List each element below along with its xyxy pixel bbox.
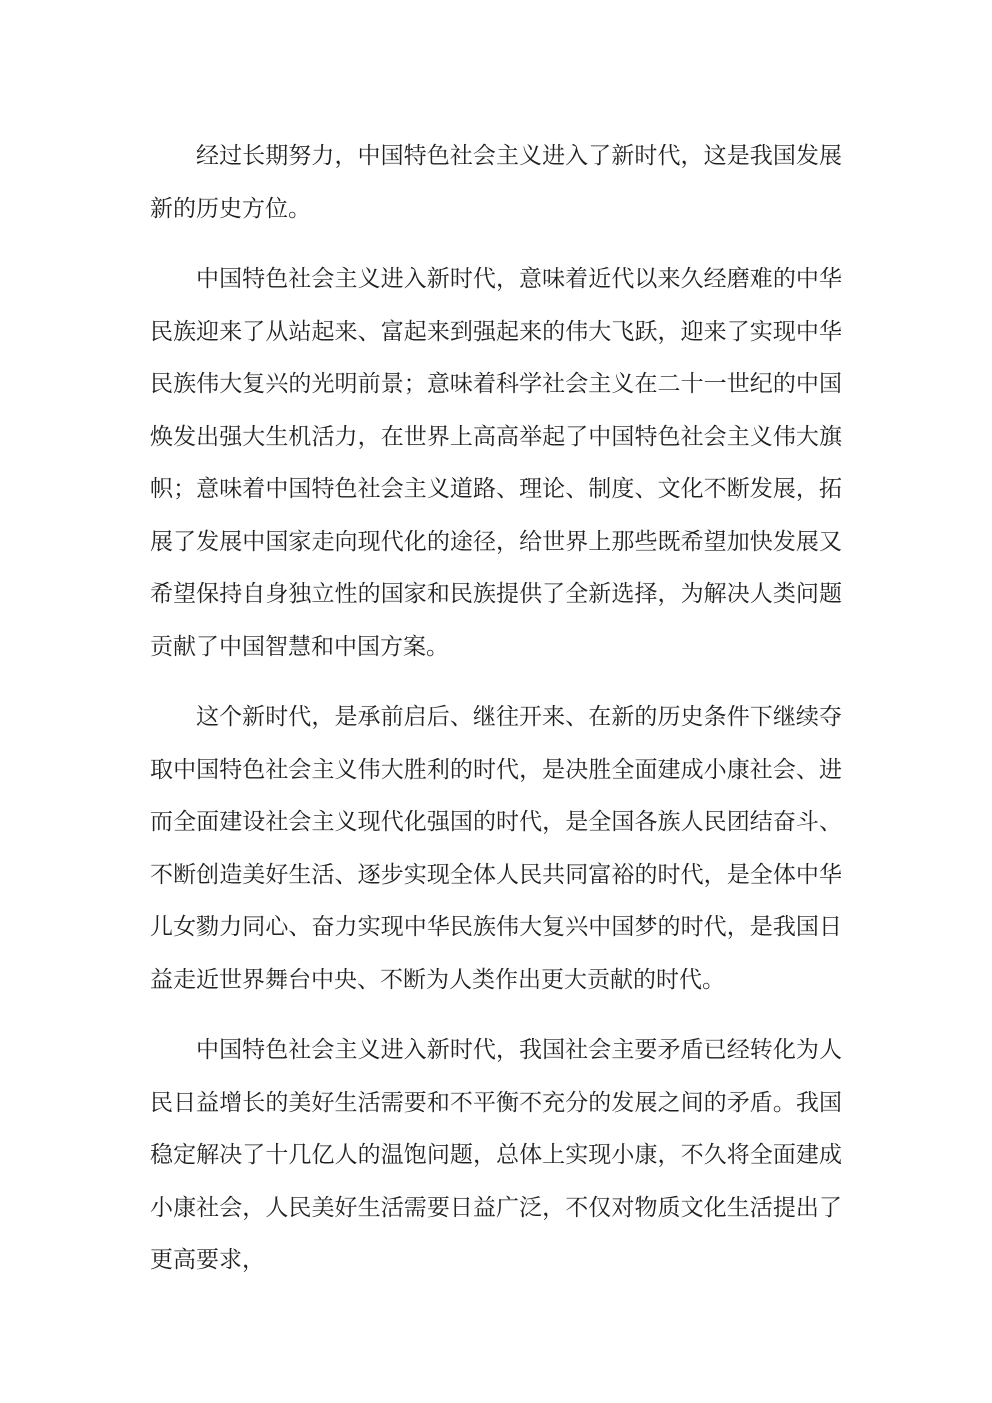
- paragraph-new-era-intro: 经过长期努力，中国特色社会主义进入了新时代，这是我国发展新的历史方位。: [150, 143, 842, 222]
- paragraph-new-era-meaning: 中国特色社会主义进入新时代，意味着近代以来久经磨难的中华民族迎来了从站起来、富起来到强起来的伟大飞跃，迎来了实现中华民族伟大复兴的光明前景；意味着科学社会主义在二十一世纪的中国焕发出强大生机活力，在世界上高高举起了中国特色社会主义伟大旗帜；意味着中国特色社会主义道路、理论、制度、文化不断发展，拓展了发展中国家走向现代化的途径，给世界上那些既希望加快发展又希望保持自身独立性的国家和民族提供了全新选择，为解决人类问题贡献了中国智慧和中国方案。: [150, 266, 842, 660]
- paragraph-principal-contradiction: 中国特色社会主义进入新时代，我国社会主要矛盾已经转化为人民日益增长的美好生活需要和不平衡不充分的发展之间的矛盾。我国稳定解决了十几亿人的温饱问题，总体上实现小康，不久将全面建成小康社会，人民美好生活需要日益广泛，不仅对物质文化生活提出了更高要求，: [150, 1037, 842, 1273]
- paragraph-new-era-definition: 这个新时代，是承前启后、继往开来、在新的历史条件下继续夺取中国特色社会主义伟大胜利的时代，是决胜全面建成小康社会、进而全面建设社会主义现代化强国的时代，是全国各族人民团结奋斗、不断创造美好生活、逐步实现全体人民共同富裕的时代，是全体中华儿女勠力同心、奋力实现中华民族伟大复兴中国梦的时代，是我国日益走近世界舞台中央、不断为人类作出更大贡献的时代。: [150, 704, 842, 993]
- document-body: [150, 130, 842, 1305]
